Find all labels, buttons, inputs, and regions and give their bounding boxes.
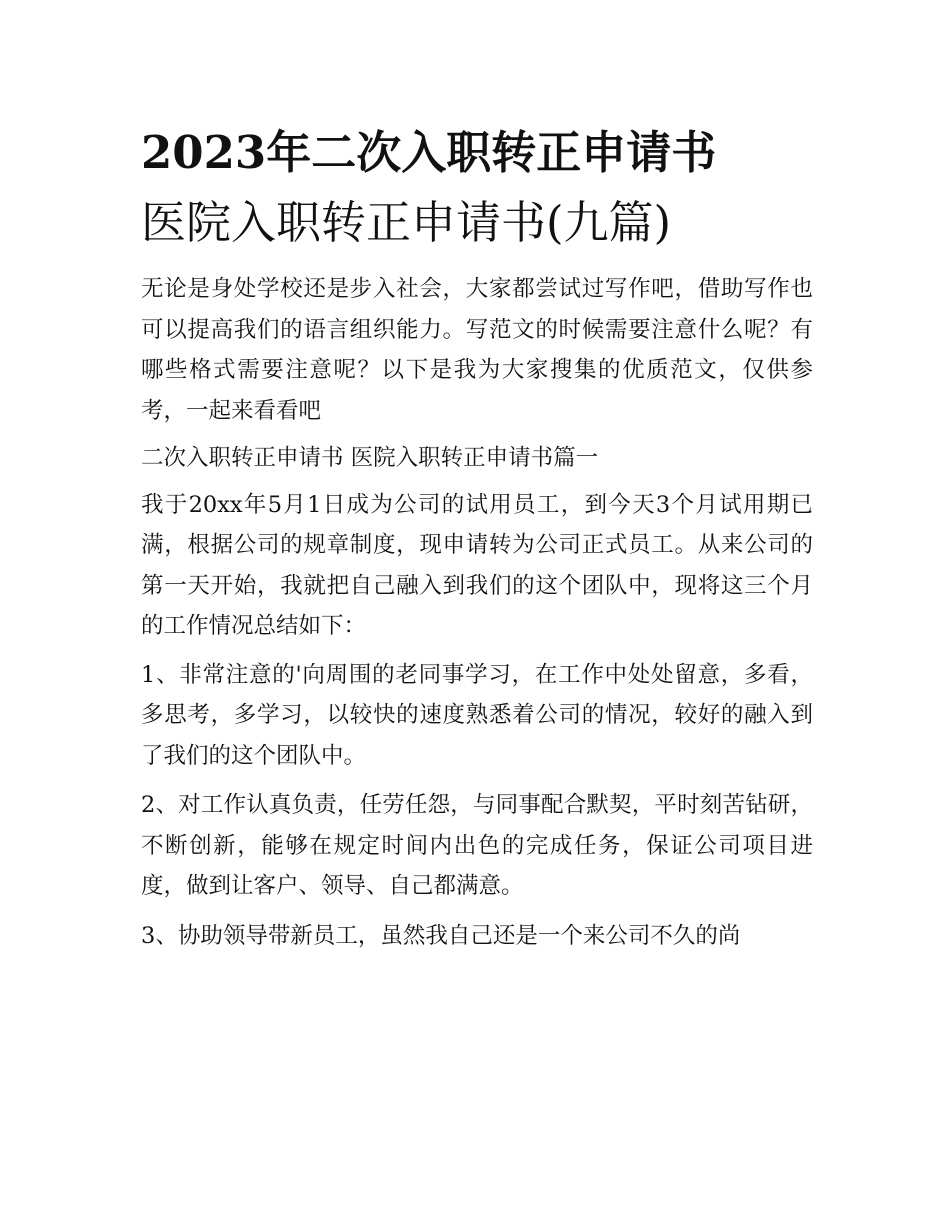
- document-body: [141, 118, 813, 956]
- list-item: 2、对工作认真负责，任劳任怨，与同事配合默契，平时刻苦钻研，不断创新，能够在规定时间内出色的完成任务，保证公司项目进度，做到让客户、领导、自己都满意。: [141, 792, 813, 899]
- section-heading: 二次入职转正申请书 医院入职转正申请书篇一: [141, 445, 599, 471]
- list-item: 3、协助领导带新员工，虽然我自己还是一个来公司不久的尚: [141, 922, 741, 949]
- list-item: 1、非常注意的'向周围的老同事学习，在工作中处处留意，多看，多思考，多学习，以较快的速度熟悉着公司的情况，较好的融入到了我们的这个团队中。: [141, 661, 813, 769]
- title-line-1: 2023年二次入职转正申请书: [141, 126, 717, 179]
- title-line-2: 医院入职转正申请书(九篇): [141, 196, 672, 249]
- document-title: [141, 118, 813, 258]
- intro-paragraph: 无论是身处学校还是步入社会，大家都尝试过写作吧，借助写作也可以提高我们的语言组织能力。写范文的时候需要注意什么呢？有哪些格式需要注意呢？以下是我为大家搜集的优质范文，仅供参考，一起来看看吧: [141, 276, 813, 424]
- body-paragraph: 我于20xx年5月1日成为公司的试用员工，到今天3个月试用期已满，根据公司的规章制度，现申请转为公司正式员工。从来公司的第一天开始，我就把自己融入到我们的这个团队中，现将这三个月的工作情况总结如下：: [141, 491, 813, 639]
